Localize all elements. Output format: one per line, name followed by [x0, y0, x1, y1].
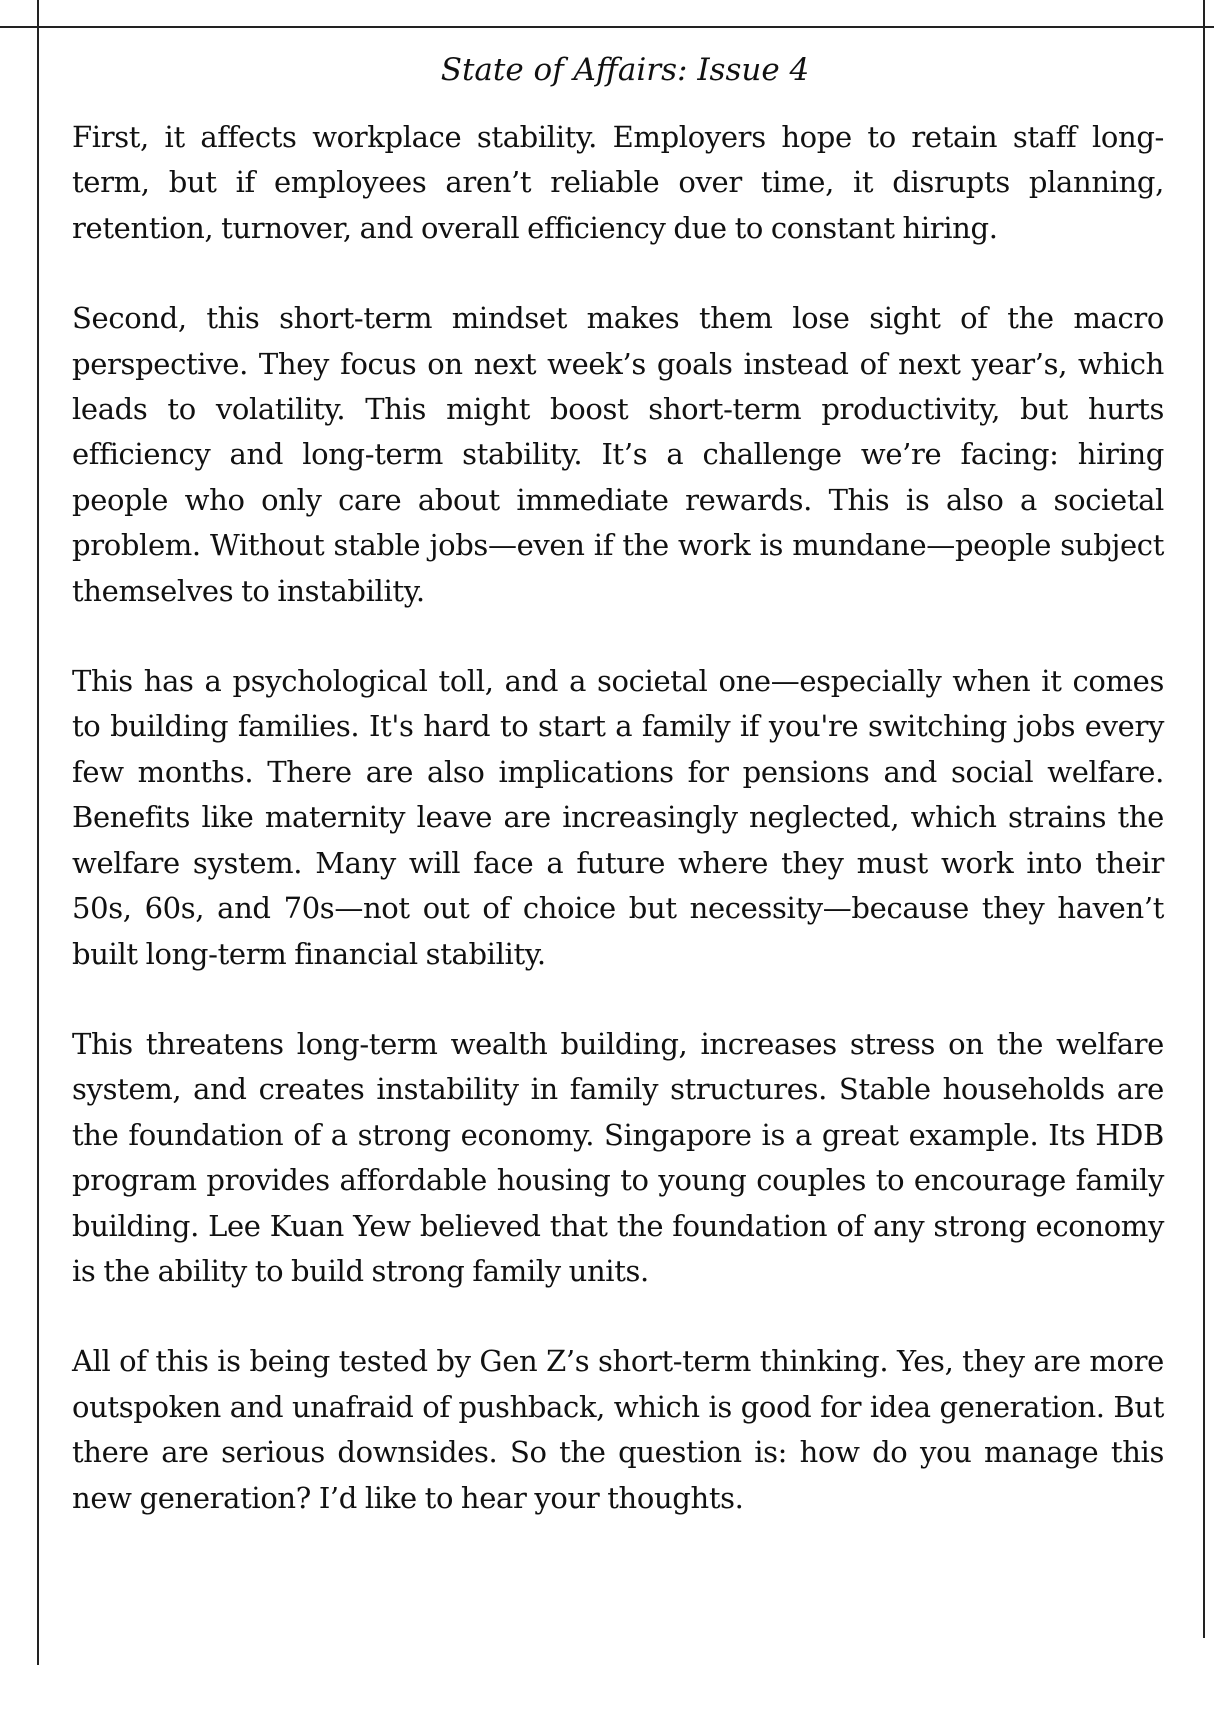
paragraph-workplace-stability: First, it affects workplace stability. Employers hope to retain staff long-term, but if employees aren’t reliable over time, it disrupts planning, retention, turnover, and overall efficiency due to constant hiring.	[72, 120, 1164, 245]
paragraph-gen-z-question: All of this is being tested by Gen Z’s short-term thinking. Yes, they are more outspoken and unafraid of pushback, which is good for idea generation. But there are serious downsides. So the question is: how do you manage this new generation? I’d like to hear your thoughts.	[72, 1344, 1164, 1515]
left-border-line	[37, 0, 39, 1665]
paragraph-wealth-building: This threatens long-term wealth building, increases stress on the welfare system, and creates instability in family structures. Stable households are the foundation of a strong economy. Singapore is a great example. Its HDB program provides affordable housing to young couples to encourage family building. Lee Kuan Yew believed that the foundation of any strong economy is the ability to build strong family units.	[72, 1026, 1164, 1288]
right-border-line	[1203, 0, 1205, 1638]
top-border-line	[0, 26, 1214, 28]
article-body	[72, 115, 1164, 1566]
page-title: State of Affairs: Issue 4	[440, 52, 810, 88]
paragraph-short-term-mindset: Second, this short-term mindset makes them lose sight of the macro perspective. They focus on next week’s goals instead of next year’s, which leads to volatility. This might boost short-term productivity, but hurts efficiency and long-term stability. It’s a challenge we’re facing: hiring people who only care about immediate rewards. This is also a societal problem. Without stable jobs—even if the work is mundane—people subject themselves to instability.	[72, 301, 1164, 608]
paragraph-psychological-toll: This has a psychological toll, and a societal one—especially when it comes to building families. It's hard to start a family if you're switching jobs every few months. There are also implications for pensions and social welfare. Benefits like maternity leave are increasingly neglected, which strains the welfare system. Many will face a future where they must work into their 50s, 60s, and 70s—not out of choice but necessity—because they haven’t built long-term financial stability.	[72, 664, 1164, 971]
